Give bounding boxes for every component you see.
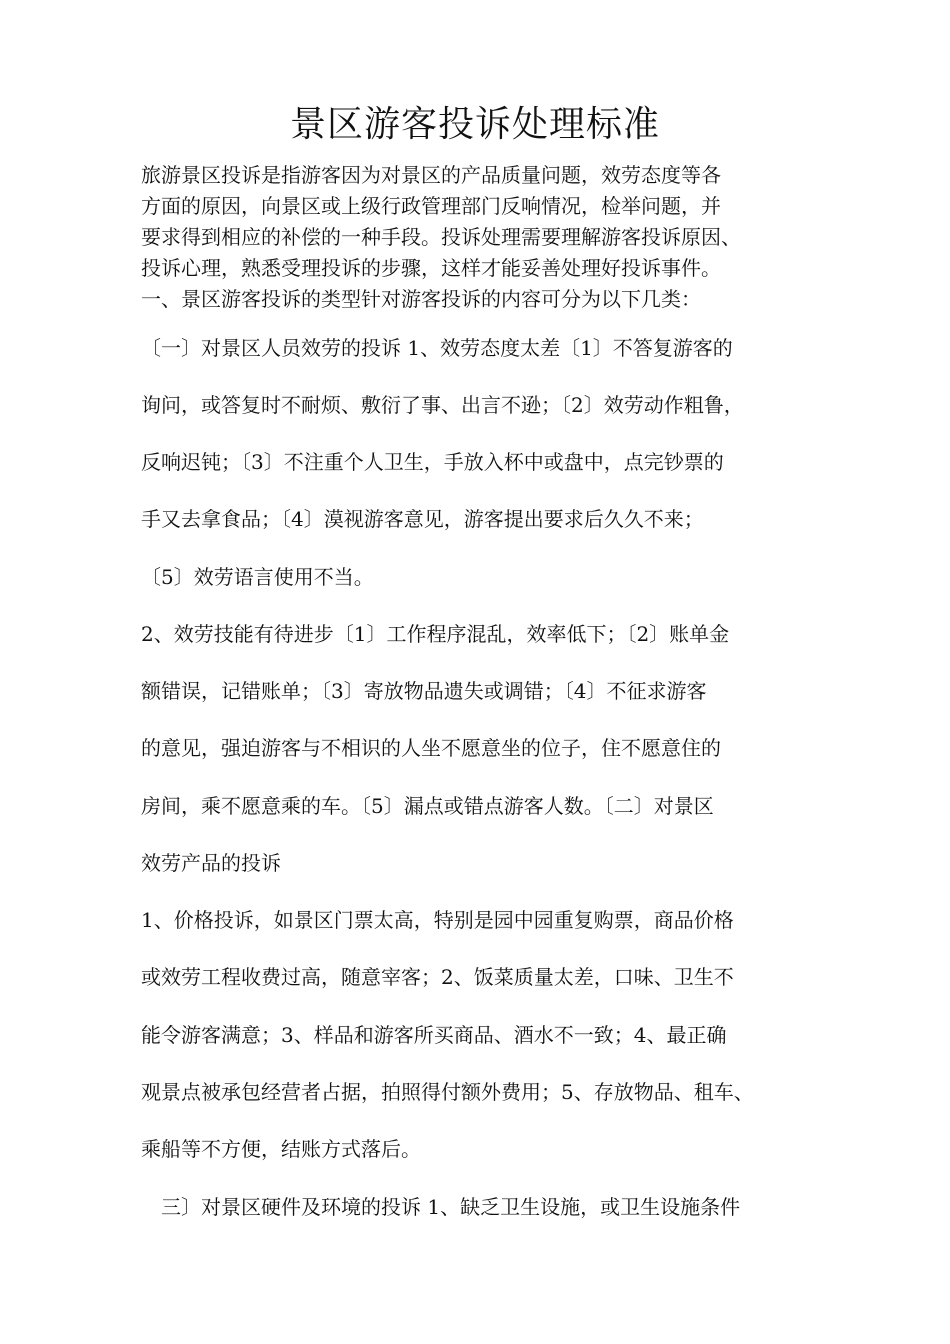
paragraph-line: 1、价格投诉，如景区门票太高，特别是园中园重复购票，商品价格 [141, 908, 734, 932]
paragraph-line: 能令游客满意；3、样品和游客所买商品、酒水不一致；4、最正确 [141, 1023, 727, 1047]
paragraph-line: 要求得到相应的补偿的一种手段。投诉处理需要理解游客投诉原因、 [141, 225, 741, 249]
paragraph-line: 的意见，强迫游客与不相识的人坐不愿意坐的位子，住不愿意住的 [141, 736, 721, 760]
document-title: 景区游客投诉处理标准 [289, 104, 660, 145]
paragraph-line: 效劳产品的投诉 [141, 851, 281, 875]
paragraph-line: 额错误，记错账单；〔3〕寄放物品遗失或调错；〔4〕不征求游客 [141, 679, 707, 703]
paragraph-line: 房间，乘不愿意乘的车。〔5〕漏点或错点游客人数。〔二〕对景区 [141, 794, 714, 818]
paragraph-line: 手又去拿食品；〔4〕漠视游客意见，游客提出要求后久久不来； [141, 507, 704, 531]
paragraph-line: 旅游景区投诉是指游客因为对景区的产品质量问题，效劳态度等各 [141, 163, 721, 187]
paragraph-line: 方面的原因，向景区或上级行政管理部门反响情况，检举问题，并 [141, 194, 721, 218]
paragraph-line: 乘船等不方便，结账方式落后。 [141, 1137, 421, 1161]
paragraph-line: 〔一〕对景区人员效劳的投诉 1、效劳态度太差〔1〕不答复游客的 [141, 336, 733, 360]
section-heading-line: 三〕对景区硬件及环境的投诉 1、缺乏卫生设施，或卫生设施条件 [161, 1195, 741, 1219]
paragraph-line: 询问，或答复时不耐烦、敷衍了事、出言不逊；〔2〕效劳动作粗鲁， [141, 393, 744, 417]
paragraph-line: 反响迟钝；〔3〕不注重个人卫生，手放入杯中或盘中，点完钞票的 [141, 450, 724, 474]
paragraph-line: 观景点被承包经营者占据，拍照得付额外费用；5、存放物品、租车、 [141, 1080, 754, 1104]
paragraph-line: 〔5〕效劳语言使用不当。 [141, 565, 374, 589]
paragraph-line: 2、效劳技能有待进步〔1〕工作程序混乱，效率低下；〔2〕账单金 [141, 622, 730, 646]
paragraph-line: 投诉心理，熟悉受理投诉的步骤，这样才能妥善处理好投诉事件。 [141, 256, 721, 280]
paragraph-line: 或效劳工程收费过高，随意宰客；2、饭菜质量太差，口味、卫生不 [141, 965, 734, 989]
section-heading-line: 一、景区游客投诉的类型针对游客投诉的内容可分为以下几类： [141, 287, 701, 311]
